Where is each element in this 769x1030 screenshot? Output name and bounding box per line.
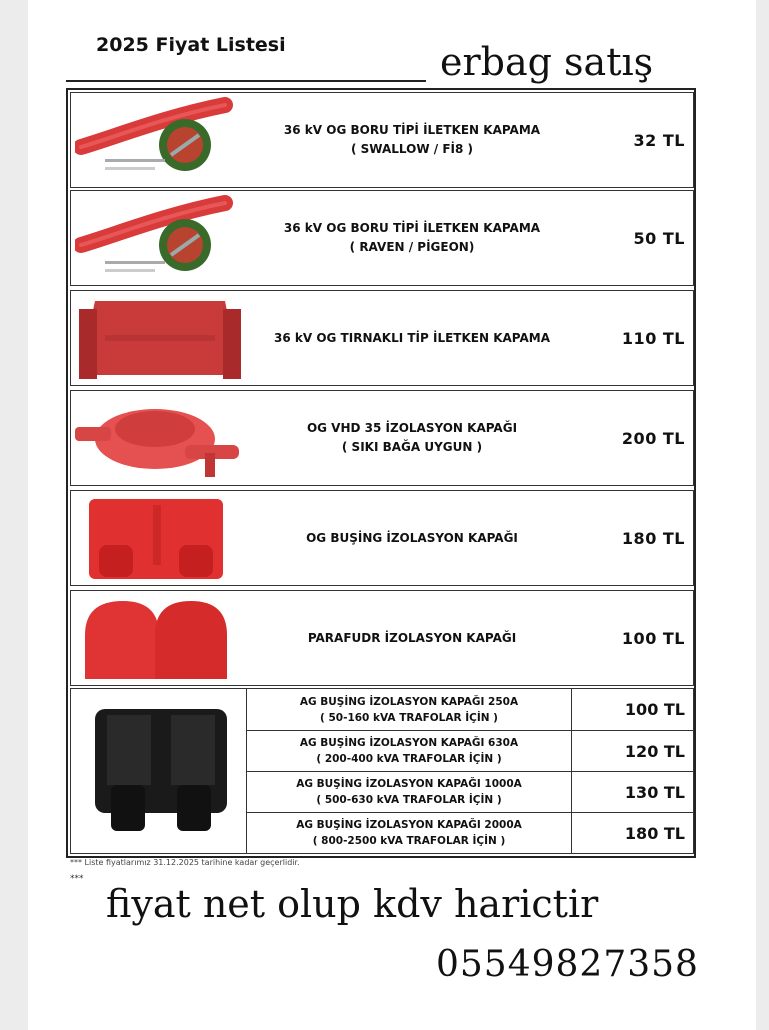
product-name: 36 kV OG TIRNAKLI TİP İLETKEN KAPAMA — [274, 330, 550, 345]
table-row — [70, 390, 694, 486]
ag-item-row — [246, 812, 693, 853]
ag-item-name: AG BUŞİNG İZOLASYON KAPAĞI 630A — [299, 737, 519, 749]
ag-item-price: 100 TL — [624, 700, 685, 719]
table-row — [70, 490, 694, 586]
ag-item-name: AG BUŞİNG İZOLASYON KAPAĞI 250A — [299, 695, 519, 708]
price-table — [66, 88, 696, 858]
ag-item-price: 180 TL — [624, 823, 685, 843]
product-sub: ( RAVEN / PİGEON) — [349, 240, 475, 254]
product-price: 100 TL — [621, 628, 685, 648]
ag-item-price: 120 TL — [624, 741, 685, 761]
ag-item-row — [246, 689, 693, 730]
red-tube-cover-image — [75, 195, 245, 283]
product-name: OG BUŞİNG İZOLASYON KAPAĞI — [306, 530, 518, 545]
footnote-marker: *** — [70, 874, 84, 884]
ag-item-description — [247, 689, 572, 730]
ag-item-sub: ( 200-400 kVA TRAFOLAR İÇİN ) — [316, 753, 502, 765]
ag-item-sub: ( 800-2500 kVA TRAFOLAR İÇİN ) — [312, 835, 506, 847]
ag-item-description — [247, 813, 572, 853]
product-description — [251, 191, 573, 285]
ag-bushing-group — [70, 688, 694, 854]
red-insulator-cap-image — [75, 395, 245, 483]
product-price: 32 TL — [633, 130, 685, 150]
product-price: 110 TL — [621, 328, 685, 348]
product-name: 36 kV OG BORU TİPİ İLETKEN KAPAMA — [283, 123, 541, 137]
product-description — [251, 391, 573, 485]
product-price: 50 TL — [633, 228, 685, 248]
product-description — [251, 491, 573, 585]
red-bushing-cover-image — [75, 495, 245, 583]
phone-number: 05549827358 — [436, 944, 699, 985]
product-name: PARAFUDR İZOLASYON KAPAĞI — [307, 630, 517, 645]
product-price: 200 TL — [621, 428, 685, 448]
page-title: 2025 Fiyat Listesi — [96, 34, 286, 56]
ag-item-sub: ( 50-160 kVA TRAFOLAR İÇİN ) — [320, 711, 498, 724]
validity-note: *** Liste fiyatlarımız 31.12.2025 tarihine kadar geçerlidir. — [70, 858, 300, 867]
black-bushing-cover-image — [91, 705, 231, 835]
product-description — [251, 591, 573, 685]
ag-item-sub: ( 500-630 kVA TRAFOLAR İÇİN ) — [316, 794, 502, 806]
red-tube-cover-image — [75, 97, 245, 185]
ag-item-price: 130 TL — [624, 782, 685, 802]
table-row — [70, 590, 694, 686]
ag-item-name: AG BUŞİNG İZOLASYON KAPAĞI 2000A — [296, 819, 522, 831]
seller-name: erbag satış — [440, 40, 654, 84]
ag-item-row — [246, 771, 693, 812]
table-row — [70, 92, 694, 188]
product-sub: ( SWALLOW / Fİ8 ) — [350, 142, 473, 156]
ag-item-description — [247, 731, 572, 771]
red-channel-cover-image — [75, 295, 245, 383]
product-sub: ( SIKI BAĞA UYGUN ) — [341, 440, 483, 454]
table-row — [70, 190, 694, 286]
title-underline — [66, 80, 426, 82]
table-row — [70, 290, 694, 386]
net-price-note: fiyat net olup kdv harictir — [106, 882, 599, 926]
product-description — [251, 291, 573, 385]
ag-item-name: AG BUŞİNG İZOLASYON KAPAĞI 1000A — [296, 778, 522, 790]
product-name: 36 kV OG BORU TİPİ İLETKEN KAPAMA — [283, 221, 541, 235]
red-surge-arrester-cap-image — [75, 595, 245, 683]
product-name: OG VHD 35 İZOLASYON KAPAĞI — [306, 421, 518, 435]
product-description — [251, 93, 573, 187]
ag-item-row — [246, 730, 693, 771]
ag-item-description — [247, 772, 572, 812]
product-price: 180 TL — [621, 528, 685, 548]
